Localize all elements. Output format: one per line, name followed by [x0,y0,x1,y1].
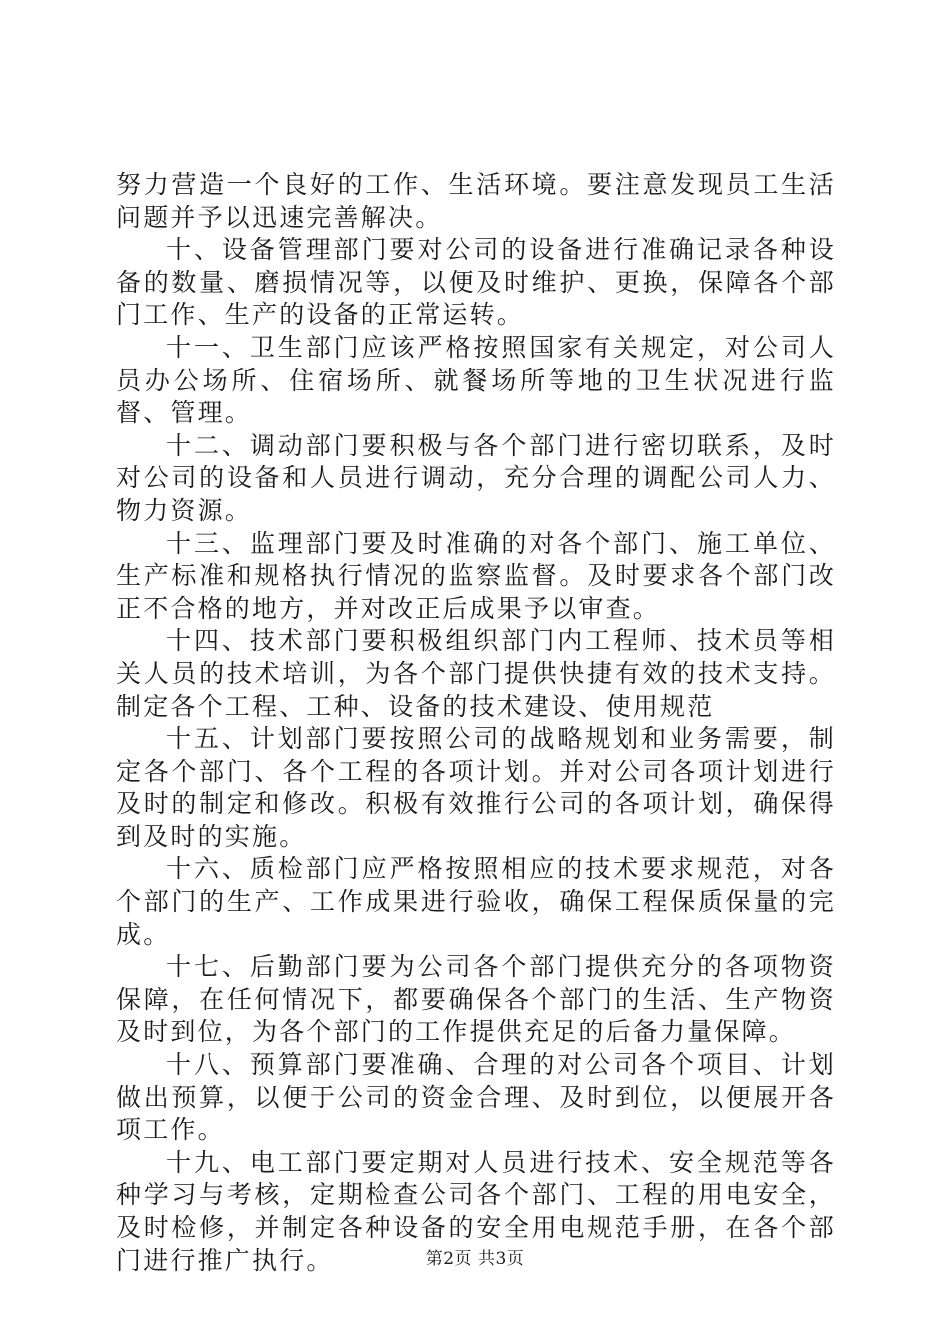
paragraph-item-12: 十二、调动部门要积极与各个部门进行密切联系，及时对公司的设备和人员进行调动，充分合理的调配公司人力、物力资源。 [116,430,836,525]
paragraph-item-15: 十五、计划部门要按照公司的战略规划和业务需要，制定各个部门、各个工程的各项计划。并对公司各项计划进行及时的制定和修改。积极有效推行公司的各项计划，确保得到及时的实施。 [116,724,836,851]
document-body [116,169,836,1277]
paragraph-item-13: 十三、监理部门要及时准确的对各个部门、施工单位、生产标准和规格执行情况的监察监督。及时要求各个部门改正不合格的地方，并对改正后成果予以审查。 [116,528,836,623]
paragraph-item-10: 十、设备管理部门要对公司的设备进行准确记录各种设备的数量、磨损情况等，以便及时维护、更换，保障各个部门工作、生产的设备的正常运转。 [116,235,836,330]
paragraph-item-18: 十八、预算部门要准确、合理的对公司各个项目、计划做出预算，以便于公司的资金合理、及时到位，以便展开各项工作。 [116,1050,836,1145]
paragraph-item-11: 十一、卫生部门应该严格按照国家有关规定，对公司人员办公场所、住宿场所、就餐场所等地的卫生状况进行监督、管理。 [116,332,836,428]
page-number-footer: 第2页 共3页 [425,1249,525,1269]
paragraph-item-16: 十六、质检部门应严格按照相应的技术要求规范，对各个部门的生产、工作成果进行验收，确保工程保质保量的完成。 [116,854,836,949]
paragraph-item-17: 十七、后勤部门要为公司各个部门提供充分的各项物资保障，在任何情况下，都要确保各个部门的生活、生产物资及时到位，为各个部门的工作提供充足的后备力量保障。 [116,952,836,1047]
paragraph-item-14: 十四、技术部门要积极组织部门内工程师、技术员等相关人员的技术培训，为各个部门提供快捷有效的技术支持。制定各个工程、工种、设备的技术建设、使用规范 [116,626,836,721]
paragraph-item-19: 十九、电工部门要定期对人员进行技术、安全规范等各种学习与考核，定期检查公司各个部门、工程的用电安全，及时检修，并制定各种设备的安全用电规范手册，在各个部门进行推广执行。 [116,1147,836,1275]
paragraph-continuation: 努力营造一个良好的工作、生活环境。要注意发现员工生活问题并予以迅速完善解决。 [116,170,836,232]
